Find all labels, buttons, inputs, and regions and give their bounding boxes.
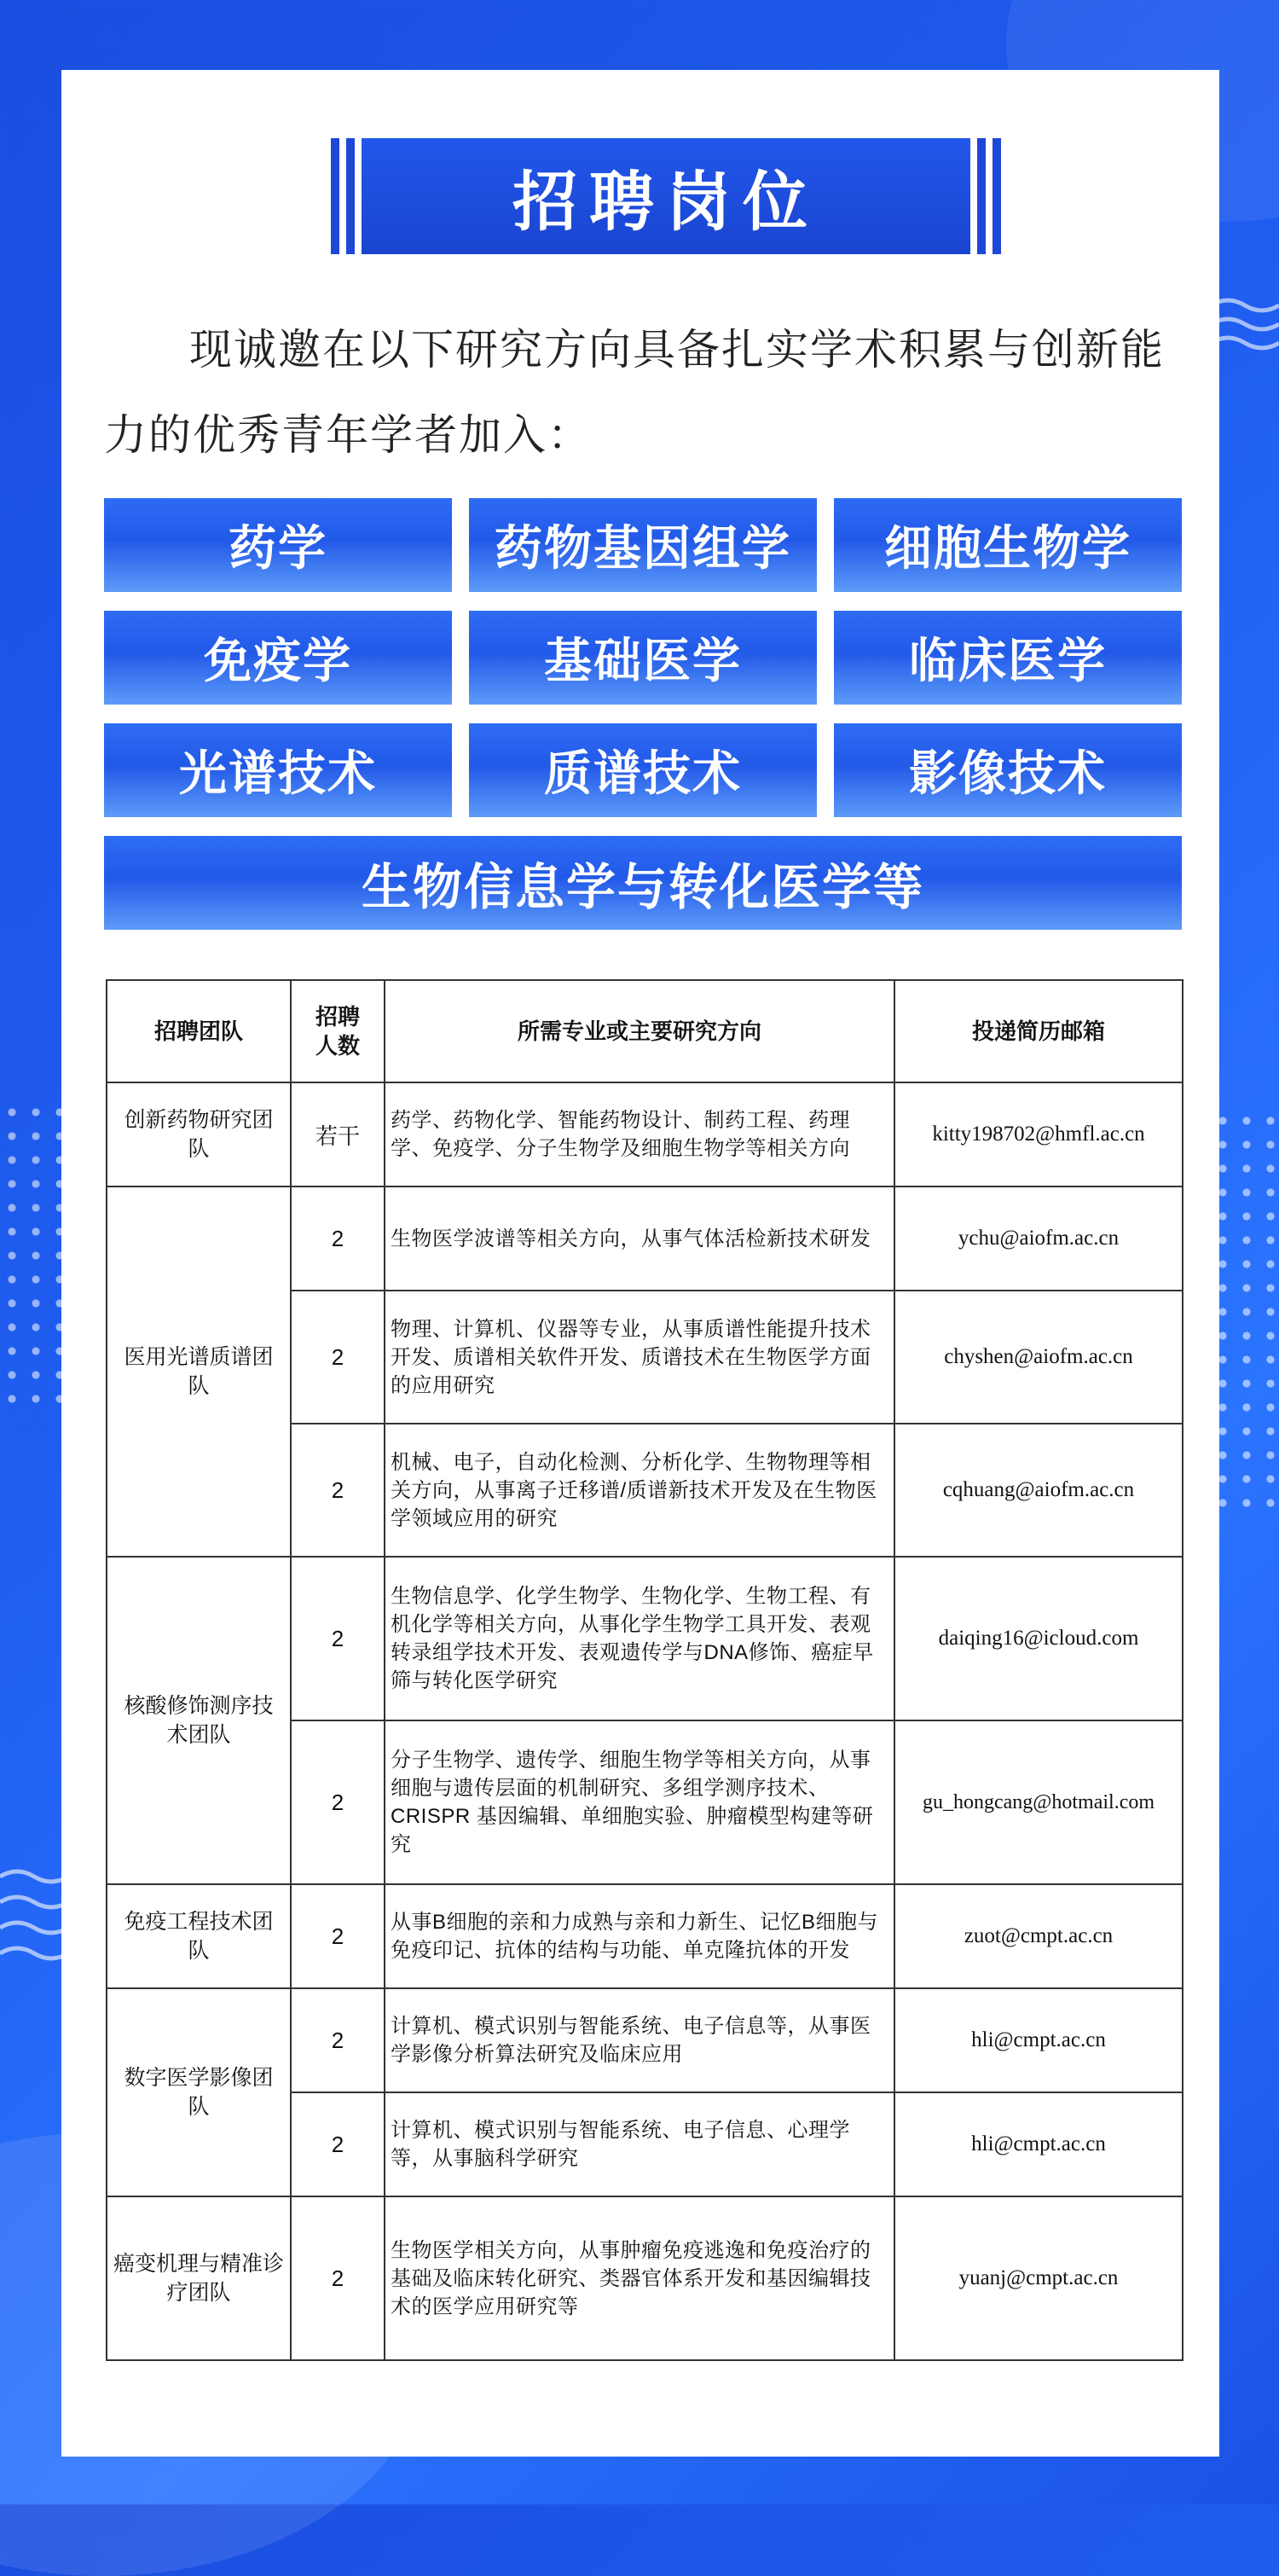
position-count: 2	[291, 1291, 385, 1424]
position-count: 2	[291, 2092, 385, 2196]
resume-email[interactable]: cqhuang@aiofm.ac.cn	[894, 1424, 1183, 1557]
table-row	[107, 1884, 1183, 1988]
research-area-tile: 细胞生物学	[834, 498, 1182, 592]
resume-email[interactable]: hli@cmpt.ac.cn	[894, 1988, 1183, 2092]
research-direction: 生物信息学、化学生物学、生物化学、生物工程、有机化学等相关方向，从事化学生物学工具开发、表观转录组学技术开发、表观遗传学与DNA修饰、癌症早筛与转化医学研究	[385, 1557, 894, 1720]
banner-stripe	[993, 138, 1001, 254]
team-name-text: 数字医学影像团队	[124, 2066, 274, 2119]
header-email: 投递简历邮箱	[894, 980, 1183, 1082]
position-count: 2	[291, 1988, 385, 2092]
research-area-tile: 药学	[104, 498, 452, 592]
research-area-tile: 药物基因组学	[469, 498, 817, 592]
header-team: 招聘团队	[107, 980, 291, 1082]
table-row	[107, 1557, 1183, 1720]
banner-stripe	[331, 138, 339, 254]
page-title: 招聘岗位	[362, 138, 970, 254]
wave-decoration	[1211, 290, 1279, 358]
resume-email[interactable]: zuot@cmpt.ac.cn	[894, 1884, 1183, 1988]
resume-email[interactable]: daiqing16@icloud.com	[894, 1557, 1183, 1720]
team-name-text: 癌变机理与精准诊疗团队	[113, 2252, 285, 2305]
research-direction: 计算机、模式识别与智能系统、电子信息、心理学等，从事脑科学研究	[385, 2092, 894, 2196]
table-row	[107, 1082, 1183, 1186]
dot-pattern	[1211, 1109, 1279, 1510]
header-count-label: 招聘人数	[315, 1004, 360, 1059]
dot-pattern	[0, 1100, 68, 1407]
table-row	[107, 2196, 1183, 2360]
position-count: 2	[291, 1720, 385, 1884]
research-area-tile: 基础医学	[469, 611, 817, 705]
research-area-tile: 质谱技术	[469, 723, 817, 817]
research-direction: 药学、药物化学、智能药物设计、制药工程、药理学、免疫学、分子生物学及细胞生物学等相关方向	[385, 1082, 894, 1186]
research-direction: 分子生物学、遗传学、细胞生物学等相关方向，从事细胞与遗传层面的机制研究、多组学测序技术、CRISPR 基因编辑、单细胞实验、肿瘤模型构建等研究	[385, 1720, 894, 1884]
team-name-text: 核酸修饰测序技术团队	[124, 1694, 274, 1747]
header-count	[291, 980, 385, 1082]
resume-email[interactable]: chyshen@aiofm.ac.cn	[894, 1291, 1183, 1424]
position-count: 2	[291, 1186, 385, 1291]
research-direction: 从事B细胞的亲和力成熟与亲和力新生、记忆B细胞与免疫印记、抗体的结构与功能、单克隆抗体的开发	[385, 1884, 894, 1988]
research-area-tile-wide: 生物信息学与转化医学等	[104, 836, 1182, 930]
intro-text: 现诚邀在以下研究方向具备扎实学术积累与创新能力的优秀青年学者加入：	[104, 325, 1165, 460]
team-name	[107, 2196, 291, 2360]
table-row	[107, 1988, 1183, 2092]
resume-email[interactable]: hli@cmpt.ac.cn	[894, 2092, 1183, 2196]
resume-email[interactable]: gu_hongcang@hotmail.com	[894, 1720, 1183, 1884]
research-direction: 计算机、模式识别与智能系统、电子信息等，从事医学影像分析算法研究及临床应用	[385, 1988, 894, 2092]
team-name-text: 创新药物研究团队	[124, 1108, 274, 1161]
table-row	[107, 1186, 1183, 1291]
research-direction: 物理、计算机、仪器等专业，从事质谱性能提升技术开发、质谱相关软件开发、质谱技术在生物医学方面的应用研究	[385, 1291, 894, 1424]
team-name	[107, 1884, 291, 1988]
position-count: 2	[291, 1424, 385, 1557]
research-direction: 生物医学相关方向，从事肿瘤免疫逃逸和免疫治疗的基础及临床转化研究、类器官体系开发和基因编辑技术的医学应用研究等	[385, 2196, 894, 2360]
resume-email[interactable]: ychu@aiofm.ac.cn	[894, 1186, 1183, 1291]
content-card	[61, 70, 1219, 2457]
banner-stripe	[346, 138, 355, 254]
table-header-row	[107, 980, 1183, 1082]
header-direction: 所需专业或主要研究方向	[385, 980, 894, 1082]
position-count: 若干	[291, 1082, 385, 1186]
position-count: 2	[291, 1884, 385, 1988]
banner-stripe	[977, 138, 986, 254]
research-direction: 生物医学波谱等相关方向，从事气体活检新技术研发	[385, 1186, 894, 1291]
position-count: 2	[291, 2196, 385, 2360]
research-direction: 机械、电子，自动化检测、分析化学、生物物理等相关方向，从事离子迁移谱/质谱新技术开发及在生物医学领域应用的研究	[385, 1424, 894, 1557]
research-area-tile: 影像技术	[834, 723, 1182, 817]
wave-decoration	[0, 1859, 68, 1979]
team-name	[107, 1988, 291, 2196]
team-name-text: 医用光谱质谱团队	[124, 1345, 274, 1398]
research-area-tile: 临床医学	[834, 611, 1182, 705]
research-area-tile: 免疫学	[104, 611, 452, 705]
recruitment-table	[106, 979, 1184, 2361]
team-name	[107, 1186, 291, 1557]
position-count: 2	[291, 1557, 385, 1720]
research-area-tile: 光谱技术	[104, 723, 452, 817]
team-name-text: 免疫工程技术团队	[124, 1910, 274, 1963]
team-name	[107, 1082, 291, 1186]
resume-email[interactable]: yuanj@cmpt.ac.cn	[894, 2196, 1183, 2360]
resume-email[interactable]: kitty198702@hmfl.ac.cn	[894, 1082, 1183, 1186]
title-banner	[331, 138, 1001, 254]
team-name	[107, 1557, 291, 1884]
